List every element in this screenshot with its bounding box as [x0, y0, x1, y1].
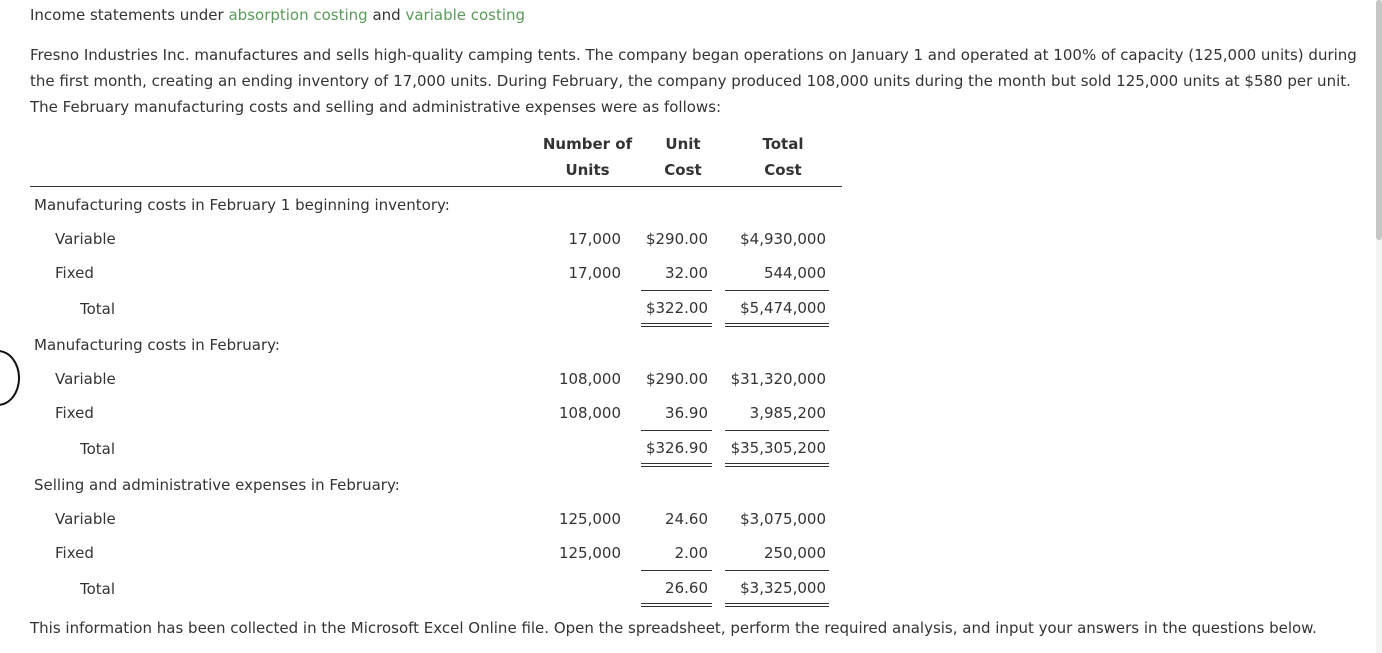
section-title-beginning-inventory: Manufacturing costs in February 1 beginning inventory:	[34, 196, 450, 214]
total-double-rule	[725, 463, 829, 467]
row-label-total: Total	[80, 580, 116, 598]
cell-units: 17,000	[568, 264, 621, 282]
cell-unit-cost-total: 26.60	[665, 579, 708, 597]
subtotal-rule	[725, 430, 829, 431]
header-total-cost	[743, 131, 823, 183]
cell-total-cost-total: $5,474,000	[740, 299, 826, 317]
cell-unit-cost: 24.60	[665, 510, 708, 528]
row-label-total: Total	[80, 300, 116, 318]
row-label-fixed: Fixed	[55, 404, 94, 422]
row-label-variable: Variable	[55, 230, 116, 248]
cell-unit-cost-total: $322.00	[645, 299, 708, 317]
total-double-rule	[641, 603, 712, 607]
cell-unit-cost: 32.00	[665, 264, 708, 282]
subtotal-rule	[725, 570, 829, 571]
variable-costing-link[interactable]: variable costing	[405, 6, 526, 24]
row-label-fixed: Fixed	[55, 544, 94, 562]
cell-unit-cost: $290.00	[645, 230, 708, 248]
cell-total-cost-total: $35,305,200	[730, 439, 826, 457]
cell-total-cost: 544,000	[763, 264, 826, 282]
header-rule	[30, 186, 842, 187]
cell-unit-cost-total: $326.90	[645, 439, 708, 457]
header-total-cost-line1: Total	[762, 135, 804, 153]
header-unit-cost-line2: Cost	[664, 161, 702, 179]
section-title-selling-admin: Selling and administrative expenses in February:	[34, 476, 400, 494]
page-heading	[30, 5, 525, 25]
total-double-rule	[725, 603, 829, 607]
cell-total-cost: $4,930,000	[740, 230, 826, 248]
subtotal-rule	[641, 430, 712, 431]
cell-total-cost-total: $3,325,000	[740, 579, 826, 597]
total-double-rule	[725, 323, 829, 327]
cell-units: 108,000	[558, 370, 621, 388]
header-number-of-units	[530, 131, 645, 183]
subtotal-rule	[641, 290, 712, 291]
cell-total-cost: $3,075,000	[740, 510, 826, 528]
cell-unit-cost: 2.00	[674, 544, 708, 562]
header-units-line1: Number of	[542, 135, 633, 153]
subtotal-rule	[725, 290, 829, 291]
cell-units: 125,000	[558, 544, 621, 562]
heading-middle: and	[367, 6, 406, 24]
cell-units: 17,000	[568, 230, 621, 248]
row-label-variable: Variable	[55, 510, 116, 528]
intro-paragraph: Fresno Industries Inc. manufactures and sells high-quality camping tents. The company began operations on January 1 and operated at 100% of capacity (125,000 units) during the first month, creating an ending inventory of 17,000 units. During February, the company produced 108,000 units during the month but sold 125,000 units at $580 per unit. The February manufacturing costs and selling and administrative expenses were as follows:	[30, 46, 1357, 116]
total-double-rule	[641, 463, 712, 467]
cell-total-cost: 3,985,200	[749, 404, 826, 422]
cell-unit-cost: $290.00	[645, 370, 708, 388]
subtotal-rule	[641, 570, 712, 571]
scrollbar-thumb[interactable]	[1376, 0, 1382, 240]
cell-total-cost: 250,000	[763, 544, 826, 562]
header-units-line2: Units	[565, 161, 610, 179]
absorption-costing-link[interactable]: absorption costing	[228, 6, 368, 24]
cell-units: 125,000	[558, 510, 621, 528]
row-label-variable: Variable	[55, 370, 116, 388]
cell-total-cost: $31,320,000	[730, 370, 826, 388]
total-double-rule	[641, 323, 712, 327]
cell-units: 108,000	[558, 404, 621, 422]
heading-prefix: Income statements under	[30, 6, 229, 24]
row-label-total: Total	[80, 440, 116, 458]
edge-circle-icon	[0, 350, 20, 406]
section-title-february-manufacturing: Manufacturing costs in February:	[34, 336, 280, 354]
cell-unit-cost: 36.90	[665, 404, 708, 422]
header-unit-cost	[648, 131, 718, 183]
row-label-fixed: Fixed	[55, 264, 94, 282]
header-unit-cost-line1: Unit	[665, 135, 701, 153]
header-total-cost-line2: Cost	[764, 161, 802, 179]
footer-note: This information has been collected in the Microsoft Excel Online file. Open the spreadsheet, perform the required analysis, and input your answers in the questions below.	[30, 619, 1317, 637]
